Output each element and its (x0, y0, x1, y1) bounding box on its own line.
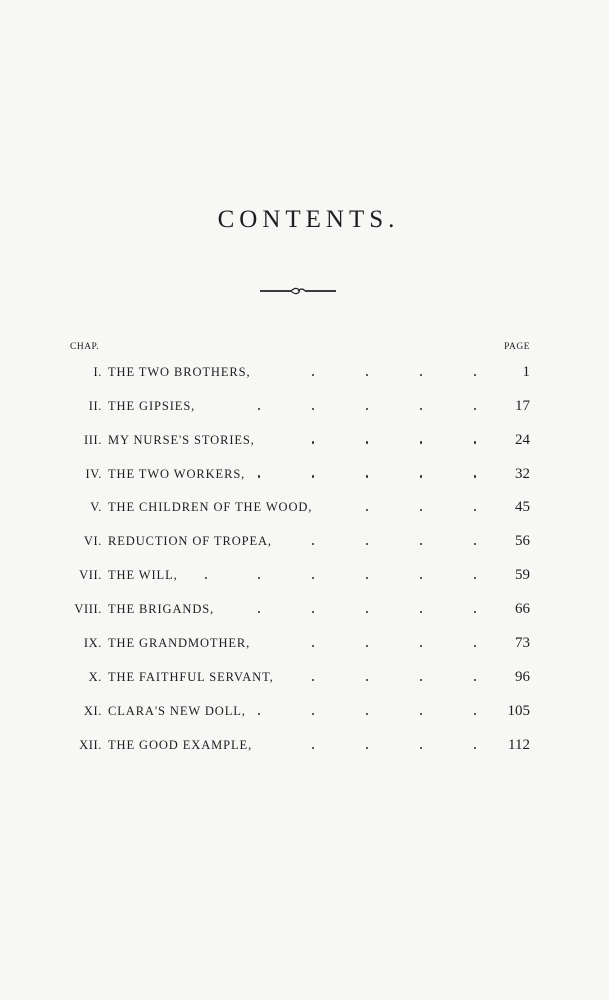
page-number: 105 (507, 702, 530, 719)
leader-dot (420, 543, 422, 545)
toc-row[interactable] (0, 621, 609, 655)
leader-dot (312, 543, 314, 545)
page-number: 45 (515, 499, 530, 516)
leader-dot (420, 645, 422, 647)
chapter-title: THE FAITHFUL SERVANT, (108, 669, 274, 684)
leader-dot (366, 475, 368, 477)
chapter-title: MY NURSE'S STORIES, (108, 432, 255, 447)
toc-row[interactable] (0, 452, 609, 486)
leader-dot (474, 408, 476, 410)
dot-leader (0, 350, 609, 384)
chapter-title: REDUCTION OF TROPEA, (108, 534, 272, 549)
page-title: CONTENTS. (217, 206, 400, 233)
toc-row[interactable] (0, 384, 609, 418)
page-number: 73 (515, 635, 530, 652)
leader-dot (474, 374, 476, 376)
leader-dot (366, 679, 368, 681)
leader-dot (420, 408, 422, 410)
leader-dot (366, 441, 368, 443)
leader-dot (366, 713, 368, 715)
leader-dot (474, 747, 476, 749)
leader-dot (366, 645, 368, 647)
leader-dot (474, 441, 476, 443)
toc-row[interactable] (0, 689, 609, 723)
leader-dot (474, 543, 476, 545)
leader-dot (366, 611, 368, 613)
chapter-title: THE WILL, (108, 568, 178, 583)
leader-dot (258, 611, 260, 613)
page-number: 112 (508, 736, 530, 753)
leader-dot (312, 577, 314, 579)
chapter-number: XII. (79, 737, 102, 752)
chapter-number: XI. (83, 703, 102, 718)
page-number: 59 (515, 567, 530, 584)
chapter-title: THE GRANDMOTHER, (108, 636, 251, 651)
leader-dot (420, 713, 422, 715)
leader-dot (420, 509, 422, 511)
leader-dot (474, 679, 476, 681)
leader-dot (474, 509, 476, 511)
leader-dot (420, 747, 422, 749)
chapter-title: CLARA'S NEW DOLL, (108, 703, 246, 718)
page-number: 24 (515, 431, 530, 448)
chapter-number: I. (93, 364, 102, 379)
leader-dot (312, 747, 314, 749)
chapter-number: III. (83, 432, 102, 447)
leader-dot (420, 577, 422, 579)
page-number: 96 (515, 668, 530, 685)
leader-dot (474, 713, 476, 715)
page-number: 1 (522, 363, 530, 380)
leader-dot (312, 374, 314, 376)
toc-row[interactable] (0, 553, 609, 587)
leader-dot (366, 543, 368, 545)
toc-row[interactable] (0, 655, 609, 689)
toc-row[interactable] (0, 587, 609, 621)
leader-dot (420, 441, 422, 443)
leader-dot (366, 374, 368, 376)
leader-dot (420, 374, 422, 376)
chapter-number: IX. (83, 636, 102, 651)
page-number: 56 (515, 533, 530, 550)
leader-dot (258, 475, 260, 477)
leader-dot (312, 408, 314, 410)
chapter-title: THE BRIGANDS, (108, 602, 215, 617)
leader-dot (474, 611, 476, 613)
chapter-number: VI. (83, 534, 102, 549)
leader-dot (366, 408, 368, 410)
page-number: 66 (515, 601, 530, 618)
leader-dot (312, 679, 314, 681)
table-of-contents (0, 350, 609, 757)
leader-dot (205, 577, 207, 579)
chapter-title: THE TWO WORKERS, (108, 466, 246, 481)
toc-row[interactable] (0, 418, 609, 452)
page-number: 32 (515, 465, 530, 482)
leader-dot (258, 577, 260, 579)
leader-dot (474, 645, 476, 647)
page-header: PAGE (504, 342, 530, 352)
leader-dot (366, 509, 368, 511)
leader-dot (366, 747, 368, 749)
leader-dot (420, 475, 422, 477)
chapter-title: THE GOOD EXAMPLE, (108, 737, 253, 752)
leader-dot (420, 679, 422, 681)
leader-dot (366, 577, 368, 579)
leader-dot (312, 713, 314, 715)
chapter-number: VII. (79, 568, 102, 583)
chapter-number: V. (90, 500, 102, 515)
leader-dot (258, 408, 260, 410)
chapter-title: THE GIPSIES, (108, 398, 196, 413)
chapter-title: THE TWO BROTHERS, (108, 364, 251, 379)
chapter-title: THE CHILDREN OF THE WOOD, (108, 500, 313, 515)
leader-dot (312, 611, 314, 613)
leader-dot (420, 611, 422, 613)
leader-dot (474, 577, 476, 579)
toc-row[interactable] (0, 723, 609, 757)
leader-dot (474, 475, 476, 477)
chapter-number: X. (88, 669, 102, 684)
leader-dot (312, 645, 314, 647)
chapter-number: VIII. (74, 602, 102, 617)
leader-dot (312, 475, 314, 477)
toc-row[interactable] (0, 486, 609, 520)
toc-row[interactable] (0, 519, 609, 553)
chap-header: CHAP. (70, 342, 100, 352)
leader-dot (258, 713, 260, 715)
page-number: 17 (515, 397, 530, 414)
toc-row[interactable] (0, 350, 609, 384)
chapter-number: IV. (85, 466, 102, 481)
ornament-divider-icon (260, 284, 336, 298)
chapter-number: II. (88, 398, 102, 413)
leader-dot (312, 441, 314, 443)
